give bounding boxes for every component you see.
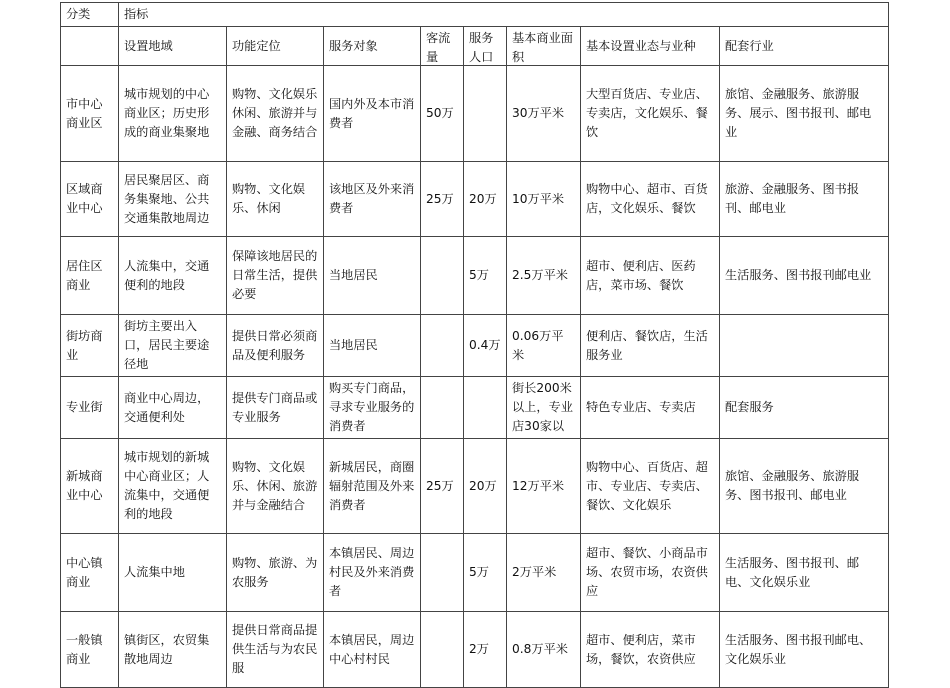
cell-target: 新城居民，商圈辐射范围及外来消费者: [324, 439, 421, 534]
cell-function: 保障该地居民的日常生活，提供必要: [227, 237, 324, 315]
cell-function: 购物、旅游、为农服务: [227, 534, 324, 612]
cell-location: 商业中心周边，交通便利处: [119, 377, 227, 439]
cell-industry: 旅馆、金融服务、旅游服务、图书报刊、邮电业: [720, 439, 889, 534]
cell-target: 当地居民: [324, 237, 421, 315]
header-row-top: [61, 3, 889, 27]
cell-format: 超市、餐饮、小商品市场、农贸市场，农资供应: [581, 534, 720, 612]
cell-target: 本镇居民、周边村民及外来消费者: [324, 534, 421, 612]
header-category: 分类: [61, 3, 119, 27]
cell-format: 购物中心、超市、百货店，文化娱乐、餐饮: [581, 162, 720, 237]
cell-industry: 生活服务、图书报刊邮电、文化娱乐业: [720, 612, 889, 688]
cell-location: 街坊主要出入口，居民主要途径地: [119, 315, 227, 377]
cell-area: 2万平米: [507, 534, 581, 612]
cell-area: 12万平米: [507, 439, 581, 534]
cell-category: 专业街: [61, 377, 119, 439]
cell-category: 街坊商业: [61, 315, 119, 377]
cell-category: 中心镇商业: [61, 534, 119, 612]
cell-population: 5万: [464, 534, 507, 612]
cell-category: 新城商业中心: [61, 439, 119, 534]
cell-function: 提供日常商品提供生活与为农民服: [227, 612, 324, 688]
header-row-columns: [61, 27, 889, 66]
cell-area: 街长200米以上，专业店30家以: [507, 377, 581, 439]
cell-area: 0.06万平米: [507, 315, 581, 377]
cell-population: 20万: [464, 162, 507, 237]
header-col: 基本设置业态与业种: [581, 27, 720, 66]
cell-area: 10万平米: [507, 162, 581, 237]
table-row: [61, 377, 889, 439]
cell-category: 市中心商业区: [61, 66, 119, 162]
cell-location: 人流集中，交通便利的地段: [119, 237, 227, 315]
header-col: 基本商业面积: [507, 27, 581, 66]
table-row: [61, 612, 889, 688]
cell-traffic: 25万: [421, 162, 464, 237]
cell-population: [464, 66, 507, 162]
cell-area: 0.8万平米: [507, 612, 581, 688]
table-row: [61, 439, 889, 534]
cell-target: 本镇居民，周边中心村村民: [324, 612, 421, 688]
cell-category: 区域商业中心: [61, 162, 119, 237]
cell-industry: 配套服务: [720, 377, 889, 439]
cell-population: 5万: [464, 237, 507, 315]
header-blank: [61, 27, 119, 66]
cell-format: 购物中心、百货店、超市、专业店、专卖店、餐饮、文化娱乐: [581, 439, 720, 534]
cell-traffic: [421, 534, 464, 612]
cell-category: 居住区商业: [61, 237, 119, 315]
cell-location: 人流集中地: [119, 534, 227, 612]
cell-traffic: [421, 612, 464, 688]
cell-traffic: 50万: [421, 66, 464, 162]
header-col: 客流量: [421, 27, 464, 66]
cell-area: 30万平米: [507, 66, 581, 162]
header-col: 功能定位: [227, 27, 324, 66]
cell-traffic: [421, 237, 464, 315]
cell-target: 购买专门商品，寻求专业服务的消费者: [324, 377, 421, 439]
cell-traffic: [421, 315, 464, 377]
header-indicator: 指标: [119, 3, 889, 27]
table-row: [61, 66, 889, 162]
cell-industry: 生活服务、图书报刊、邮电、文化娱乐业: [720, 534, 889, 612]
cell-function: 提供日常必须商品及便利服务: [227, 315, 324, 377]
cell-industry: [720, 315, 889, 377]
cell-category: 一般镇商业: [61, 612, 119, 688]
cell-population: 2万: [464, 612, 507, 688]
cell-format: 大型百货店、专业店、专卖店，文化娱乐、餐饮: [581, 66, 720, 162]
cell-function: 提供专门商品或专业服务: [227, 377, 324, 439]
table-row: [61, 162, 889, 237]
cell-function: 购物、文化娱乐、休闲、旅游并与金融结合: [227, 439, 324, 534]
cell-population: [464, 377, 507, 439]
cell-format: 特色专业店、专卖店: [581, 377, 720, 439]
cell-industry: 生活服务、图书报刊邮电业: [720, 237, 889, 315]
cell-function: 购物、文化娱乐、休闲: [227, 162, 324, 237]
cell-target: 该地区及外来消费者: [324, 162, 421, 237]
cell-industry: 旅馆、金融服务、旅游服务、展示、图书报刊、邮电业: [720, 66, 889, 162]
cell-function: 购物、文化娱乐休闲、旅游并与金融、商务结合: [227, 66, 324, 162]
cell-population: 20万: [464, 439, 507, 534]
cell-target: 当地居民: [324, 315, 421, 377]
cell-industry: 旅游、金融服务、图书报刊、邮电业: [720, 162, 889, 237]
header-col: 设置地域: [119, 27, 227, 66]
table-row: [61, 237, 889, 315]
cell-traffic: [421, 377, 464, 439]
header-col: 服务人口: [464, 27, 507, 66]
cell-target: 国内外及本市消费者: [324, 66, 421, 162]
header-col: 配套行业: [720, 27, 889, 66]
cell-location: 城市规划的新城中心商业区；人流集中，交通便利的地段: [119, 439, 227, 534]
cell-location: 城市规划的中心商业区；历史形成的商业集聚地: [119, 66, 227, 162]
cell-population: 0.4万: [464, 315, 507, 377]
table-row: [61, 534, 889, 612]
cell-location: 镇街区，农贸集散地周边: [119, 612, 227, 688]
cell-format: 超市、便利店，菜市场，餐饮，农资供应: [581, 612, 720, 688]
table-row: [61, 315, 889, 377]
header-col: 服务对象: [324, 27, 421, 66]
commercial-classification-table: [60, 2, 889, 688]
cell-location: 居民聚居区、商务集聚地、公共交通集散地周边: [119, 162, 227, 237]
cell-format: 超市、便利店、医药店，菜市场、餐饮: [581, 237, 720, 315]
cell-area: 2.5万平米: [507, 237, 581, 315]
cell-traffic: 25万: [421, 439, 464, 534]
cell-format: 便利店、餐饮店，生活服务业: [581, 315, 720, 377]
